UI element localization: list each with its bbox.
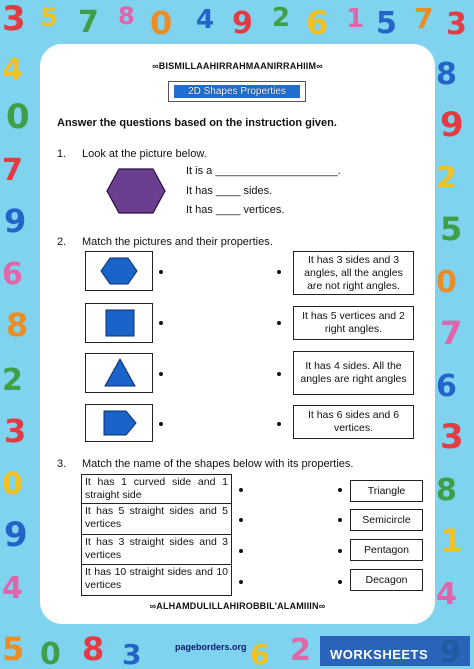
properties-table bbox=[81, 474, 232, 596]
table-row: It has 1 curved side and 1 straight side bbox=[82, 475, 231, 504]
q1-text: Look at the picture below. bbox=[82, 148, 207, 160]
match-dot[interactable] bbox=[338, 549, 342, 553]
svg-text:5: 5 bbox=[2, 630, 25, 668]
property-box: It has 5 vertices and 2 right angles. bbox=[293, 306, 414, 340]
svg-text:5: 5 bbox=[440, 210, 463, 248]
bismillah-header: ∞BISMILLAAHIRRAHMAANIRRAHIIM∞ bbox=[152, 61, 323, 71]
match-dot[interactable] bbox=[159, 270, 163, 274]
shape-name-box: Semicircle bbox=[350, 509, 423, 531]
property-box: It has 4 sides. All the angles are right angles bbox=[293, 351, 414, 395]
svg-text:3: 3 bbox=[440, 417, 464, 457]
svg-text:6: 6 bbox=[250, 638, 270, 669]
match-dot[interactable] bbox=[277, 321, 281, 325]
svg-text:7: 7 bbox=[2, 153, 23, 188]
svg-text:3: 3 bbox=[2, 0, 26, 39]
alhamdulillah-footer: ∞ALHAMDULILLAHIROBBIL'ALAMIIIN∞ bbox=[149, 601, 326, 611]
svg-text:6: 6 bbox=[306, 4, 329, 42]
svg-text:9: 9 bbox=[440, 105, 464, 145]
svg-text:4: 4 bbox=[2, 53, 23, 88]
worksheet-title: 2D Shapes Properties bbox=[174, 85, 300, 98]
title-frame bbox=[168, 81, 306, 102]
shape-name-box: Decagon bbox=[350, 569, 423, 591]
q2-number: 2. bbox=[57, 236, 67, 248]
svg-text:0: 0 bbox=[40, 637, 61, 669]
svg-text:8: 8 bbox=[436, 473, 457, 508]
q1-line-3: It has ____ vertices. bbox=[186, 204, 285, 216]
svg-text:2: 2 bbox=[2, 363, 23, 398]
svg-text:3: 3 bbox=[122, 638, 142, 669]
svg-text:7: 7 bbox=[78, 5, 99, 40]
svg-text:9: 9 bbox=[232, 6, 253, 41]
match-dot[interactable] bbox=[239, 580, 243, 584]
shape-name-box: Triangle bbox=[350, 480, 423, 502]
svg-text:3: 3 bbox=[446, 7, 467, 42]
svg-text:5: 5 bbox=[376, 6, 397, 41]
table-row: It has 10 straight sides and 10 vertices bbox=[82, 565, 231, 596]
hexagon-picture bbox=[106, 168, 166, 214]
q1-number: 1. bbox=[57, 148, 67, 160]
svg-text:2: 2 bbox=[272, 3, 291, 33]
match-dot[interactable] bbox=[239, 518, 243, 522]
q1-line-2: It has ____ sides. bbox=[186, 185, 273, 197]
svg-text:5: 5 bbox=[40, 3, 59, 33]
svg-text:4: 4 bbox=[196, 5, 215, 35]
q3-number: 3. bbox=[57, 458, 67, 470]
svg-text:4: 4 bbox=[436, 577, 457, 612]
svg-text:1: 1 bbox=[440, 522, 463, 560]
svg-text:2: 2 bbox=[290, 633, 311, 668]
worksheet-page bbox=[40, 44, 435, 624]
table-row: It has 3 straight sides and 3 vertices bbox=[82, 535, 231, 565]
q2-text: Match the pictures and their properties. bbox=[82, 236, 273, 248]
property-box: It has 3 sides and 3 angles, all the angles are not right angles. bbox=[293, 251, 414, 295]
match-dot[interactable] bbox=[159, 321, 163, 325]
match-dot[interactable] bbox=[239, 549, 243, 553]
square-picture-box bbox=[85, 303, 153, 343]
svg-text:7: 7 bbox=[440, 314, 463, 352]
match-dot[interactable] bbox=[338, 580, 342, 584]
match-dot[interactable] bbox=[239, 488, 243, 492]
hexagon-shape bbox=[86, 252, 152, 290]
property-box: It has 6 sides and 6 vertices. bbox=[293, 405, 414, 439]
svg-text:6: 6 bbox=[2, 257, 23, 292]
match-dot[interactable] bbox=[338, 518, 342, 522]
pentagon-picture-box bbox=[85, 404, 153, 442]
svg-text:8: 8 bbox=[118, 2, 135, 30]
triangle-picture-box bbox=[85, 353, 153, 393]
svg-text:0: 0 bbox=[6, 97, 30, 137]
match-dot[interactable] bbox=[338, 488, 342, 492]
watermark-logo: WORKSHEETS bbox=[330, 647, 429, 662]
svg-text:4: 4 bbox=[2, 571, 23, 606]
svg-text:3: 3 bbox=[4, 412, 27, 450]
svg-text:9: 9 bbox=[4, 515, 28, 555]
q3-text: Match the name of the shapes below with its properties. bbox=[82, 458, 354, 470]
svg-text:8: 8 bbox=[436, 57, 457, 92]
q1-line-1: It is a ____________________. bbox=[186, 165, 341, 177]
square-shape bbox=[86, 304, 152, 342]
match-dot[interactable] bbox=[277, 422, 281, 426]
svg-text:7: 7 bbox=[414, 2, 434, 35]
svg-text:8: 8 bbox=[6, 306, 29, 344]
match-dot[interactable] bbox=[159, 372, 163, 376]
svg-text:6: 6 bbox=[436, 369, 457, 404]
svg-text:1: 1 bbox=[346, 4, 365, 34]
instruction-text: Answer the questions based on the instruction given. bbox=[57, 117, 337, 129]
svg-text:0: 0 bbox=[150, 4, 173, 42]
svg-text:9: 9 bbox=[4, 202, 27, 240]
site-credit: pageborders.org bbox=[175, 642, 247, 652]
svg-text:8: 8 bbox=[82, 630, 105, 668]
table-row: It has 5 straight sides and 5 vertices bbox=[82, 504, 231, 535]
svg-text:0: 0 bbox=[2, 467, 23, 502]
hexagon-picture-box bbox=[85, 251, 153, 291]
svg-text:2: 2 bbox=[436, 161, 457, 196]
match-dot[interactable] bbox=[277, 270, 281, 274]
shape-name-box: Pentagon bbox=[350, 539, 423, 561]
match-dot[interactable] bbox=[277, 372, 281, 376]
triangle-shape bbox=[86, 354, 152, 392]
pentagon-shape bbox=[86, 405, 152, 441]
match-dot[interactable] bbox=[159, 422, 163, 426]
svg-text:0: 0 bbox=[436, 265, 457, 300]
